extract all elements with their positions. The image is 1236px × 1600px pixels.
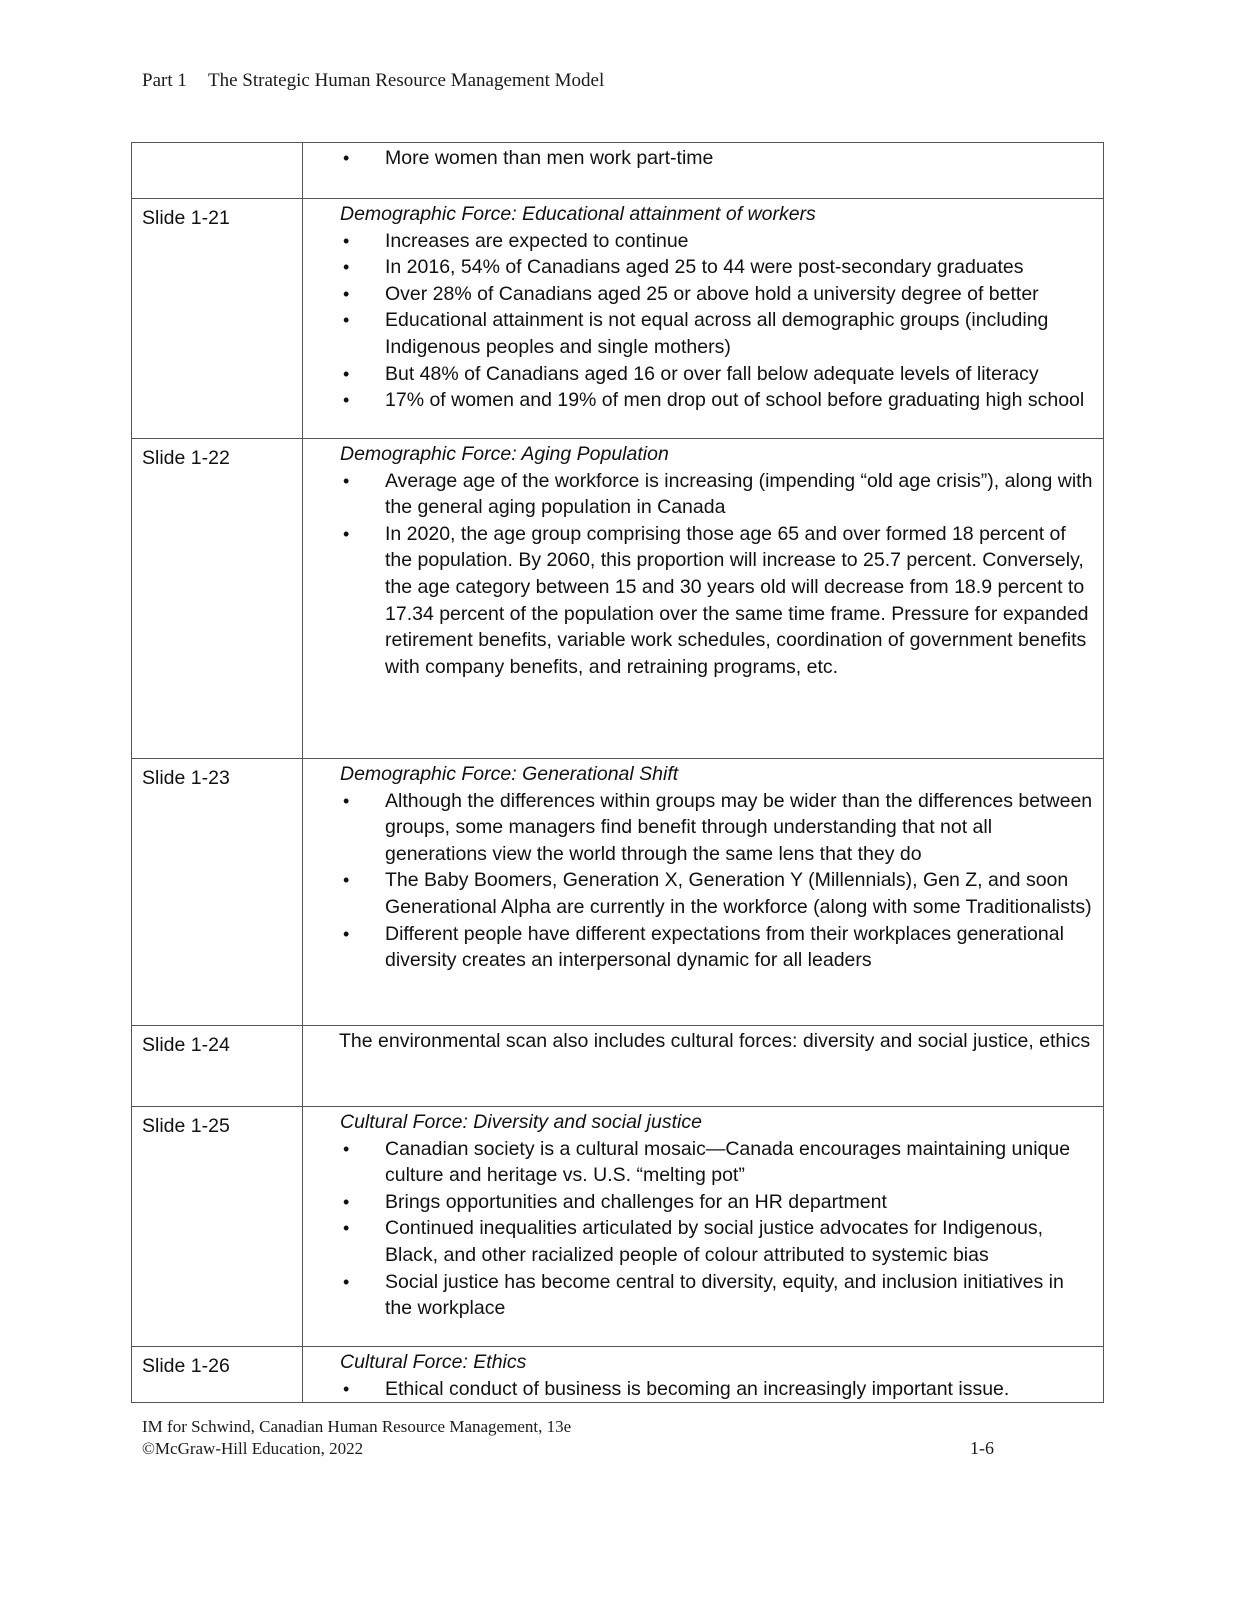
list-item: • Canadian society is a cultural mosaic—Canada encourages maintaining unique culture and heritage vs. U.S. “melting pot”: [343, 1137, 1071, 1187]
list-item: • Over 28% of Canadians aged 25 or above hold a university degree of better: [313, 281, 1093, 308]
list-item: • Different people have different expectations from their workplaces generational diversity creates an interpersonal dynamic for all leaders: [343, 922, 1064, 972]
list-item: • Continued inequalities articulated by social justice advocates for Indigenous, Black, and other racialized people of colour attributed to systemic bias: [343, 1217, 1043, 1266]
slide-number-cell: Slide 1-21: [132, 199, 303, 439]
table-row: [132, 1347, 1104, 1403]
bullet-icon: •: [343, 148, 350, 168]
slide-number-cell: Slide 1-23: [132, 759, 303, 1026]
bullet-icon: •: [343, 1191, 350, 1212]
slide-notes-cell: [303, 1107, 1104, 1347]
table-row: [132, 199, 1104, 439]
list-item: • Brings opportunities and challenges for an HR department: [313, 1189, 1093, 1216]
slide-number-cell: [132, 143, 303, 199]
list-item: • The Baby Boomers, Generation X, Generation Y (Millennials), Gen Z, and soon Generational Alpha are currently in the workforce (along with some Traditionalists): [343, 869, 1092, 918]
table-row: [132, 759, 1104, 1026]
section-title: Demographic Force: Educational attainment of workers: [340, 203, 816, 225]
list-item: • Educational attainment is not equal across all demographic groups (including Indigenous peoples and single mothers): [343, 309, 1049, 358]
bullet-icon: •: [343, 390, 350, 411]
table-row: [132, 1107, 1104, 1347]
bullet-icon: •: [343, 1218, 350, 1239]
bullet-list: [313, 468, 1093, 681]
header-title: The Strategic Human Resource Management Model: [208, 70, 605, 91]
section-title: Demographic Force: Generational Shift: [340, 763, 679, 785]
slide-notes-cell: [303, 439, 1104, 759]
table-row: [132, 1026, 1104, 1107]
slide-number-cell: Slide 1-25: [132, 1107, 303, 1347]
bullet-icon: •: [343, 923, 350, 944]
bullet-icon: •: [343, 790, 350, 811]
bullet-list: [313, 1136, 1093, 1322]
table-row: [132, 439, 1104, 759]
page-header: [142, 70, 604, 92]
table-row: [132, 143, 1104, 199]
page-number: 1-6: [970, 1438, 994, 1458]
footer-copyright: ©McGraw-Hill Education, 2022: [142, 1439, 364, 1458]
bullet-list: [313, 1376, 1093, 1403]
bullet-icon: •: [343, 363, 350, 384]
list-item: • But 48% of Canadians aged 16 or over fall below adequate levels of literacy: [313, 361, 1093, 388]
bullet-list: [313, 145, 1093, 172]
slide-number-cell: Slide 1-24: [132, 1026, 303, 1107]
list-item: • Ethical conduct of business is becoming an increasingly important issue.: [313, 1376, 1093, 1403]
section-title: Cultural Force: Diversity and social justice: [340, 1111, 702, 1133]
list-item: • In 2020, the age group comprising those age 65 and over formed 18 percent of the population. By 2060, this proportion will increase to 25.7 percent. Conversely, the age category between 15 and 30 years old will decrease from 18.9 percent to 17.34 percent of the population over the same time frame. Pressure for expanded retirement benefits, variable work schedules, coordination of government benefits with company benefits, and retraining programs, etc.: [343, 522, 1089, 678]
paragraph: The environmental scan also includes cultural forces: diversity and social justice, ethics: [339, 1030, 1091, 1052]
list-item: • 17% of women and 19% of men drop out of school before graduating high school: [313, 387, 1093, 414]
bullet-icon: •: [343, 523, 350, 544]
bullet-list: [313, 228, 1093, 414]
bullet-icon: •: [343, 1138, 350, 1159]
slide-notes-cell: [303, 1026, 1104, 1107]
list-item: • Social justice has become central to diversity, equity, and inclusion initiatives in the workplace: [343, 1270, 1064, 1320]
slide-notes-cell: [303, 143, 1104, 199]
bullet-icon: •: [343, 310, 350, 331]
section-title: Cultural Force: Ethics: [340, 1351, 527, 1373]
bullet-icon: •: [343, 1271, 350, 1292]
list-item: • More women than men work part-time: [313, 145, 1093, 172]
list-item: • In 2016, 54% of Canadians aged 25 to 44 were post-secondary graduates: [313, 254, 1093, 281]
bullet-icon: •: [343, 230, 350, 251]
bullet-icon: •: [343, 257, 350, 278]
page-footer: [142, 1416, 571, 1460]
bullet-icon: •: [343, 1378, 350, 1399]
slide-number-cell: Slide 1-26: [132, 1347, 303, 1403]
footer-citation: IM for Schwind, Canadian Human Resource Management, 13e: [142, 1417, 572, 1436]
list-item: • Although the differences within groups may be wider than the differences between groups, some managers find benefit through understanding that not all generations view the world through the same lens that they do: [343, 789, 1093, 865]
list-item: • Increases are expected to continue: [313, 228, 1093, 255]
slide-notes-cell: [303, 1347, 1104, 1403]
slide-number-cell: Slide 1-22: [132, 439, 303, 759]
list-item: • Average age of the workforce is increasing (impending “old age crisis”), along with the general aging population in Canada: [343, 469, 1093, 519]
section-title: Demographic Force: Aging Population: [340, 443, 669, 465]
slides-table: [131, 142, 1104, 1403]
slide-notes-cell: [303, 199, 1104, 439]
slide-notes-cell: [303, 759, 1104, 1026]
header-part: Part 1: [142, 70, 187, 91]
bullet-list: [313, 788, 1093, 974]
bullet-icon: •: [343, 283, 350, 304]
bullet-icon: •: [343, 870, 350, 891]
bullet-icon: •: [343, 470, 350, 491]
